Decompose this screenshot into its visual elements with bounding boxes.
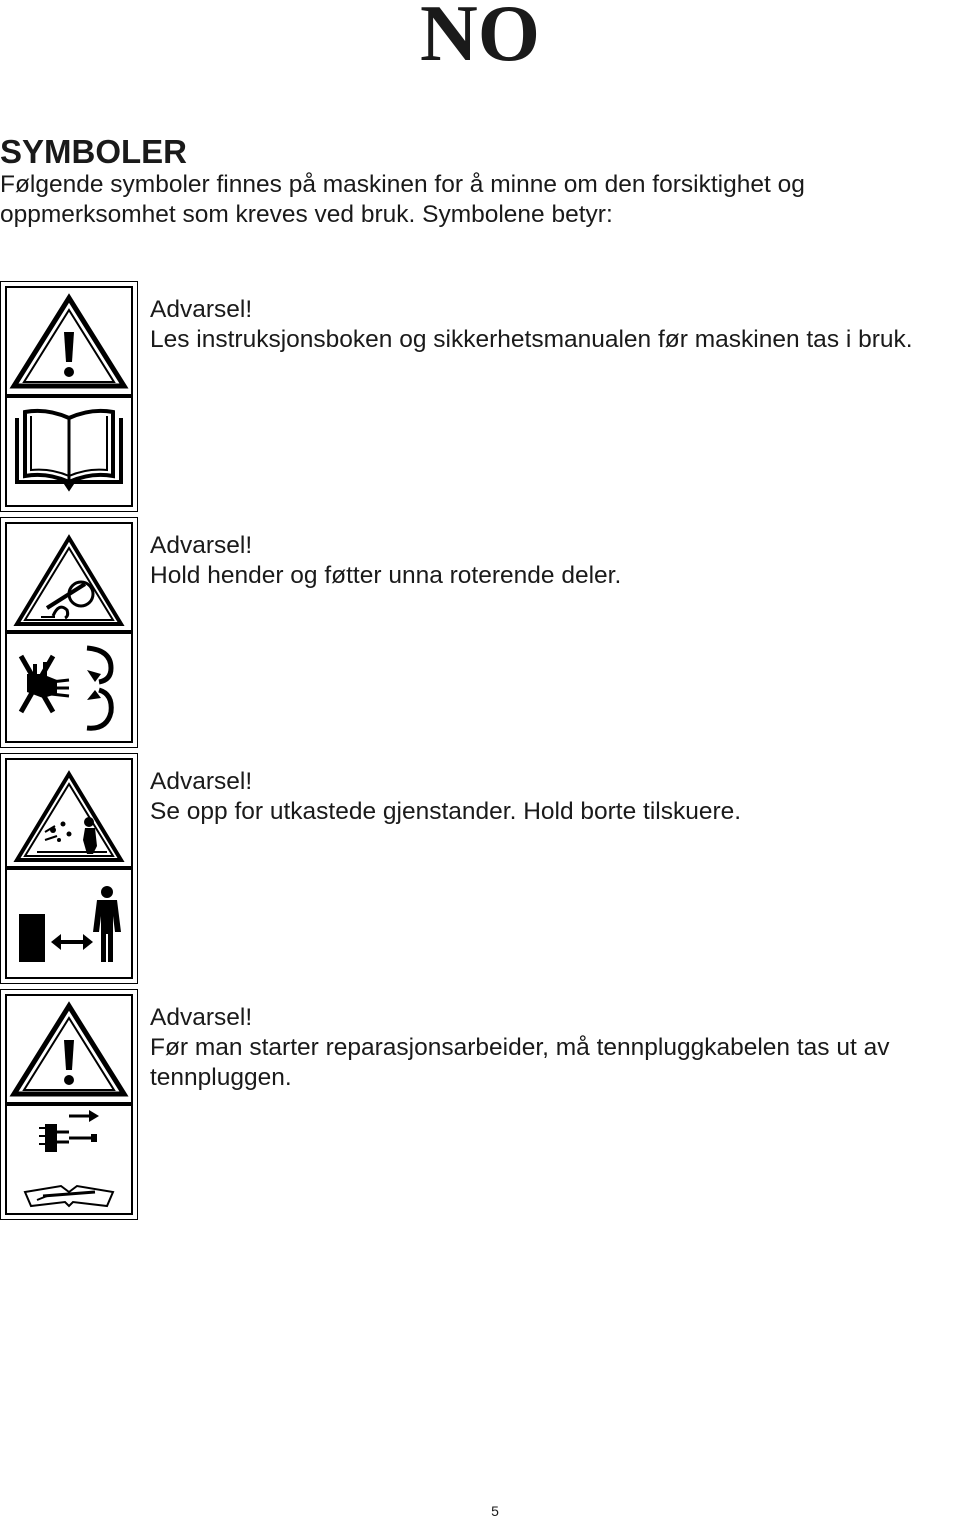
symbol-1-description: Les instruksjonsboken og sikkerhetsmanualen før maskinen tas i bruk. [150, 326, 913, 353]
symbol-box-4 [0, 989, 138, 1220]
hand-entanglement-warning-icon [5, 522, 133, 632]
symbol-3-description: Se opp for utkastede gjenstander. Hold borte tilskuere. [150, 798, 742, 825]
rotating-parts-no-hands-icon [5, 632, 133, 743]
symbol-2-description: Hold hender og føtter unna roterende deler. [150, 562, 622, 589]
open-book-icon [5, 396, 133, 507]
keep-distance-bystander-icon [5, 868, 133, 979]
symbol-box-2 [0, 517, 138, 748]
thrown-objects-warning-icon [5, 758, 133, 868]
symbol-2-heading: Advarsel! [150, 532, 253, 559]
symbol-box-3 [0, 753, 138, 984]
symbol-box-1 [0, 281, 138, 512]
symbol-4-description: Før man starter reparasjonsarbeider, må tennpluggkabelen tas ut av tennpluggen. [150, 1034, 890, 1091]
language-code-heading: NO [420, 0, 540, 78]
spark-plug-disconnect-icon [5, 1104, 133, 1215]
symbol-4-heading: Advarsel! [150, 1004, 253, 1031]
symbol-3-heading: Advarsel! [150, 768, 253, 795]
page-number: 5 [491, 1503, 499, 1519]
intro-paragraph: Følgende symboler finnes på maskinen for å minne om den forsiktighet og oppmerksomhet som kreves ved bruk. Symbolene betyr: [0, 171, 805, 228]
section-title: SYMBOLER [0, 133, 188, 170]
warning-triangle-icon [5, 994, 133, 1104]
warning-triangle-icon [5, 286, 133, 396]
symbol-1-heading: Advarsel! [150, 296, 253, 323]
